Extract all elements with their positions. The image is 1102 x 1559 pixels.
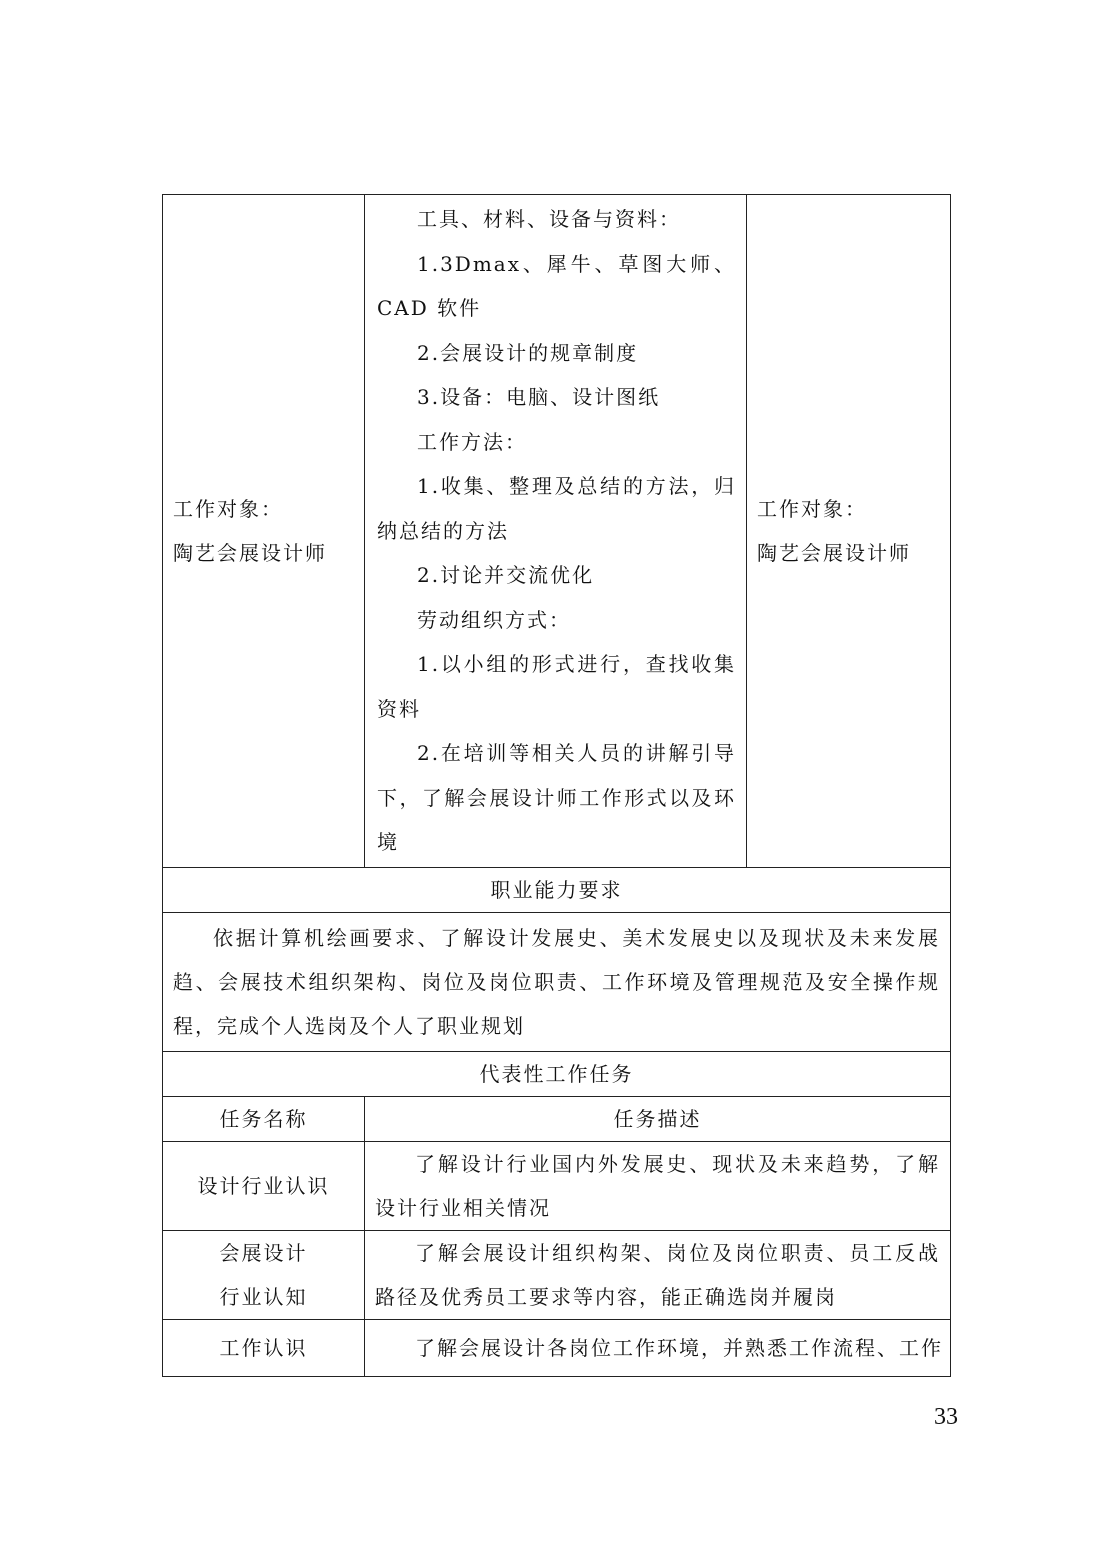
work-object-row xyxy=(163,195,951,868)
task-desc-cell xyxy=(365,1141,951,1230)
task-name-line-2: 行业认知 xyxy=(219,1284,308,1309)
task-name: 工作认识 xyxy=(219,1335,308,1360)
work-object-right-cell xyxy=(747,195,951,868)
methods-item-2: 2.讨论并交流优化 xyxy=(417,563,595,587)
work-object-left-cell xyxy=(163,195,365,868)
table-row xyxy=(163,1319,951,1376)
task-desc: 了解会展设计各岗位工作环境，并熟悉工作流程、工作 xyxy=(415,1335,943,1360)
work-object-label: 工作对象： xyxy=(757,496,867,521)
labor-item-1: 1.以小组的形式进行，查找收集资料 xyxy=(377,652,736,721)
page-number: 33 xyxy=(934,1404,958,1430)
work-details-cell xyxy=(365,195,747,868)
work-object-value: 陶艺会展设计师 xyxy=(173,540,327,565)
tools-heading: 工具、材料、设备与资料： xyxy=(417,207,681,231)
ability-title-row xyxy=(163,867,951,912)
ability-title: 职业能力要求 xyxy=(163,867,951,912)
methods-heading: 工作方法： xyxy=(417,429,527,454)
labor-item-2: 2.在培训等相关人员的讲解引导下，了解会展设计师工作形式以及环境 xyxy=(377,741,736,854)
task-desc: 了解会展设计组织构架、岗位及岗位职责、员工反战路径及优秀员工要求等内容，能正确选岗并履岗 xyxy=(375,1240,940,1309)
task-desc-cell xyxy=(365,1319,951,1376)
ability-text-row xyxy=(163,912,951,1051)
ability-text: 依据计算机绘画要求、了解设计发展史、美术发展史以及现状及未来发展趋、会展技术组织架构、岗位及岗位职责、工作环境及管理规范及安全操作规程，完成个人选岗及个人了职业规划 xyxy=(173,925,940,1038)
tools-item-2: 2.会展设计的规章制度 xyxy=(417,340,639,365)
task-desc-cell xyxy=(365,1230,951,1319)
work-object-value: 陶艺会展设计师 xyxy=(757,540,911,565)
task-name-cell xyxy=(163,1141,365,1230)
task-name: 设计行业认识 xyxy=(197,1173,330,1198)
job-spec-table xyxy=(162,194,951,1377)
tools-item-3: 3.设备：电脑、设计图纸 xyxy=(417,385,661,409)
tasks-header-row xyxy=(163,1096,951,1141)
task-desc: 了解设计行业国内外发展史、现状及未来趋势，了解设计行业相关情况 xyxy=(375,1151,940,1220)
table-row xyxy=(163,1141,951,1230)
tasks-title: 代表性工作任务 xyxy=(163,1051,951,1096)
methods-item-1: 1.收集、整理及总结的方法，归纳总结的方法 xyxy=(377,474,736,543)
work-object-label: 工作对象： xyxy=(173,496,283,521)
column-header-task-desc: 任务描述 xyxy=(365,1096,951,1141)
task-name-line-1: 会展设计 xyxy=(219,1240,308,1265)
task-name-cell xyxy=(163,1230,365,1319)
column-header-task-name: 任务名称 xyxy=(163,1096,365,1141)
table-row xyxy=(163,1230,951,1319)
tools-item-1: 1.3Dmax、犀牛、草图大师、CAD 软件 xyxy=(377,251,736,320)
tasks-title-row xyxy=(163,1051,951,1096)
task-name-cell xyxy=(163,1319,365,1376)
ability-text-cell xyxy=(163,912,951,1051)
labor-heading: 劳动组织方式： xyxy=(417,607,571,632)
